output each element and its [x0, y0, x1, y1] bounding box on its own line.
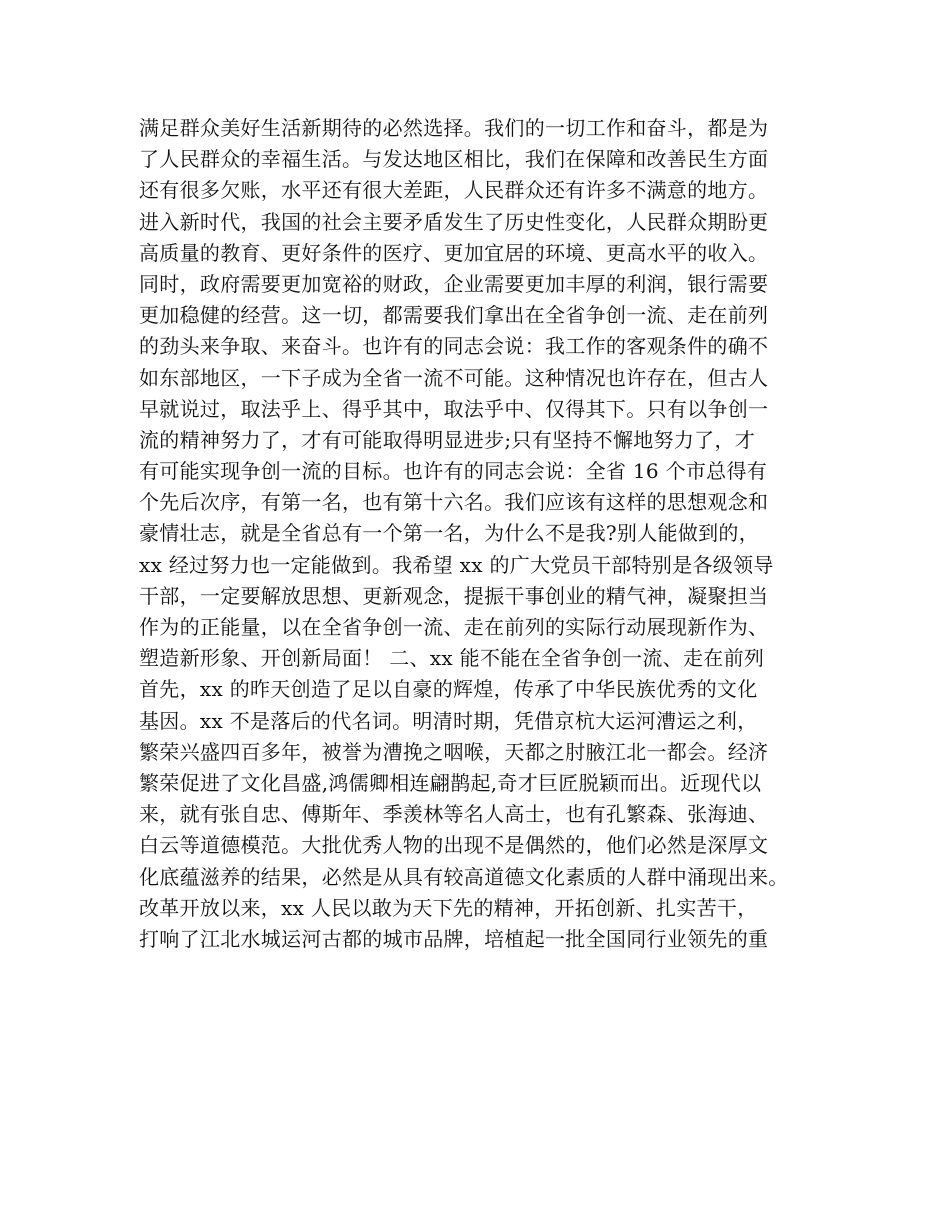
- text-line: 塑造新形象、开创新局面！ 二、xx 能不能在全省争创一流、走在前列: [139, 646, 765, 671]
- text-line: 如东部地区，一下子成为全省一流不可能。这种情况也许存在，但古人: [139, 365, 769, 390]
- text-line: 更加稳健的经营。这一切，都需要我们拿出在全省争创一流、走在前列: [139, 303, 769, 328]
- text-line: 白云等道德模范。大批优秀人物的出现不是偶然的，他们必然是深厚文: [139, 833, 769, 858]
- text-line: 来，就有张自忠、傅斯年、季羡林等名人高士，也有孔繁森、张海迪、: [139, 802, 769, 827]
- text-line: 豪情壮志，就是全省总有一个第一名，为什么不是我?别人能做到的，: [139, 521, 760, 546]
- text-line: 还有很多欠账，水平还有很大差距，人民群众还有许多不满意的地方。: [139, 178, 769, 203]
- text-line: 化底蕴滋养的结果，必然是从具有较高道德文化素质的人群中涌现出来。: [139, 864, 789, 889]
- text-line: 的劲头来争取、来奋斗。也许有的同志会说：我工作的客观条件的确不: [139, 334, 769, 359]
- text-line: 个先后次序，有第一名，也有第十六名。我们应该有这样的思想观念和: [139, 490, 769, 515]
- text-line: 有可能实现争创一流的目标。也许有的同志会说：全省 16 个市总得有: [139, 459, 768, 484]
- text-line: xx 经过努力也一定能做到。我希望 xx 的广大党员干部特别是各级领导: [139, 552, 774, 577]
- text-line: 首先，xx 的昨天创造了足以自豪的辉煌，传承了中华民族优秀的文化: [139, 677, 758, 702]
- text-line: 作为的正能量，以在全省争创一流、走在前列的实际行动展现新作为、: [139, 615, 769, 639]
- text-line: 了人民群众的幸福生活。与发达地区相比，我们在保障和改善民生方面: [139, 147, 769, 172]
- text-line: 干部，一定要解放思想、更新观念，提振干事创业的精气神，凝聚担当: [139, 583, 769, 608]
- text-line: 流的精神努力了，才有可能取得明显进步;只有坚持不懈地努力了，才: [139, 427, 756, 452]
- body-text: [139, 113, 829, 955]
- text-line: 满足群众美好生活新期待的必然选择。我们的一切工作和奋斗，都是为: [139, 116, 769, 140]
- text-line: 改革开放以来，xx 人民以敢为天下先的精神，开拓创新、扎实苦干，: [139, 895, 758, 920]
- text-line: 基因。xx 不是落后的代名词。明清时期，凭借京杭大运河漕运之利，: [139, 708, 758, 733]
- text-line: 高质量的教育、更好条件的医疗、更加宜居的环境、更高水平的收入。: [139, 240, 769, 265]
- text-line: 同时，政府需要更加宽裕的财政，企业需要更加丰厚的利润，银行需要: [139, 271, 769, 296]
- text-line: 打响了江北水城运河古都的城市品牌，培植起一批全国同行业领先的重: [139, 926, 769, 951]
- text-line: 繁荣兴盛四百多年，被誉为漕挽之咽喉，天都之肘腋江北一都会。经济: [139, 739, 769, 764]
- text-line: 进入新时代，我国的社会主要矛盾发生了历史性变化，人民群众期盼更: [139, 209, 769, 234]
- text-line: 早就说过，取法乎上、得乎其中，取法乎中、仅得其下。只有以争创一: [139, 396, 769, 421]
- text-line: 繁荣促进了文化昌盛,鸿儒卿相连翩鹊起,奇才巨匠脱颖而出。近现代以: [139, 770, 762, 795]
